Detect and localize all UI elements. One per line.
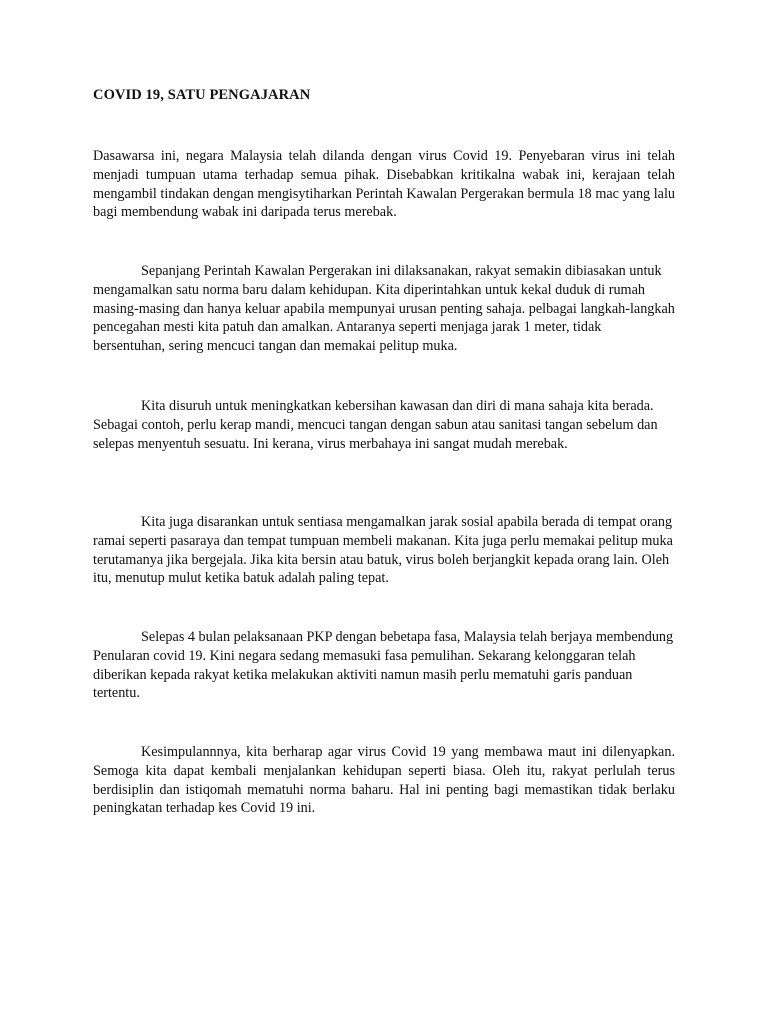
paragraph-social-distancing: Kita juga disarankan untuk sentiasa mengamalkan jarak sosial apabila berada di tempat orang ramai seperti pasaraya dan tempat tumpuan membeli makanan. Kita juga perlu memakai pelitup muka terutamanya jika bergejala. Jika kita bersin atau batuk, virus boleh berjangkit kepada orang lain. Oleh itu, menutup mulut ketika batuk adalah paling tepat. bbox=[93, 514, 673, 587]
document-title: COVID 19, SATU PENGAJARAN bbox=[93, 87, 311, 103]
paragraph-recovery-phase: Selepas 4 bulan pelaksanaan PKP dengan bebetapa fasa, Malaysia telah berjaya membendung Penularan covid 19. Kini negara sedang memasuki fasa pemulihan. Sekarang kelonggaran telah diberikan kepada rakyat ketika melakukan aktiviti namun masih perlu mematuhi garis panduan tertentu. bbox=[93, 629, 674, 702]
paragraph-intro: Dasawarsa ini, negara Malaysia telah dilanda dengan virus Covid 19. Penyebaran virus ini telah menjadi tumpuan utama terhadap semua pihak. Disebabkan kritikalna wabak ini, kerajaan telah mengambil tindakan dengan mengisytiharkan Perintah Kawalan Pergerakan bermula 18 mac yang lalu bagi membendung wabak ini daripada terus merebak. bbox=[93, 148, 675, 221]
paragraph-hygiene: Kita disuruh untuk meningkatkan kebersihan kawasan dan diri di mana sahaja kita berada. Sebagai contoh, perlu kerap mandi, mencuci tangan dengan sabun atau sanitasi tangan sebelum dan selepas menyentuh sesuatu. Ini kerana, virus merbahaya ini sangat mudah merebak. bbox=[93, 398, 658, 452]
paragraph-pkp-norms: Sepanjang Perintah Kawalan Pergerakan ini dilaksanakan, rakyat semakin dibiasakan untuk mengamalkan satu norma baru dalam kehidupan. Kita diperintahkan untuk kekal duduk di rumah masing-masing dan hanya keluar apabila mempunyai urusan penting sahaja. pelbagai langkah-langkah pencegahan mesti kita patuh dan amalkan. Antaranya seperti menjaga jarak 1 meter, tidak bersentuhan, sering mencuci tangan dan memakai pelitup muka. bbox=[93, 263, 675, 355]
paragraph-conclusion: Kesimpulannnya, kita berharap agar virus Covid 19 yang membawa maut ini dilenyapkan. Semoga kita dapat kembali menjalankan kehidupan seperti biasa. Oleh itu, rakyat perlulah terus berdisiplin dan istiqomah mematuhi norma baharu. Hal ini penting bagi memastikan tidak berlaku peningkatan terhadap kes Covid 19 ini. bbox=[93, 744, 675, 817]
